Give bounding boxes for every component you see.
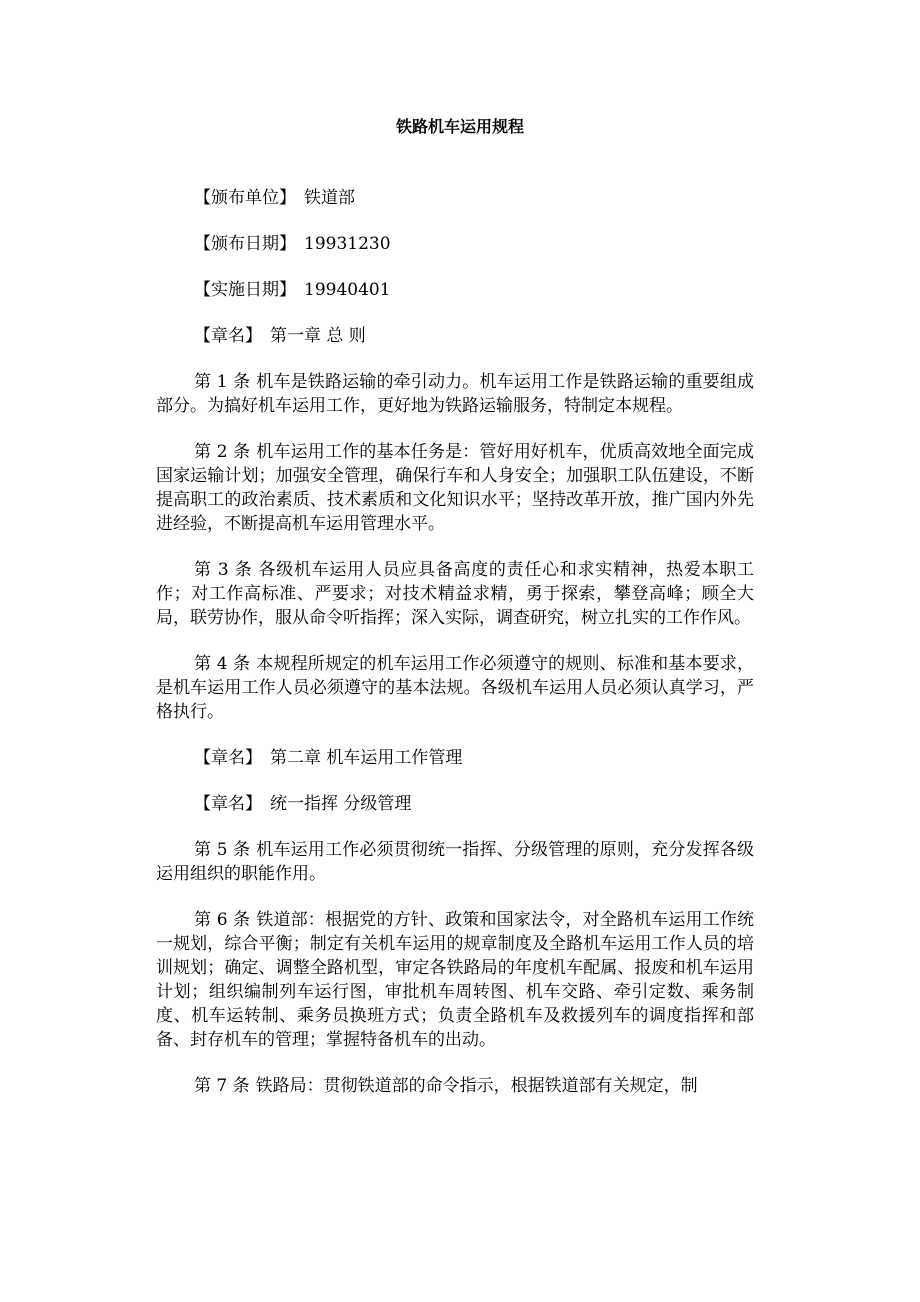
meta-label: 【章名】 (194, 326, 262, 346)
chapter-heading (156, 324, 754, 348)
article-text: 机车运用工作的基本任务是：管好用好机车，优质高效地全面完成国家运输计划；加强安全管理，确保行车和人身安全；加强职工队伍建设，不断提高职工的政治素质、技术素质和文化知识水平；坚持改革开放，推广国内外先进经验，不断提高机车运用管理水平。 (156, 442, 754, 534)
meta-label: 【章名】 (194, 794, 262, 814)
article-paragraph (156, 440, 754, 536)
meta-label: 【颁布日期】 (194, 234, 296, 254)
article-paragraph (156, 370, 754, 418)
document-title: 铁路机车运用规程 (395, 117, 524, 136)
article-number: 第 3 条 (194, 560, 253, 580)
article-text: 机车是铁路运输的牵引动力。机车运用工作是铁路运输的重要组成部分。为搞好机车运用工作，更好地为铁路运输服务，特制定本规程。 (156, 372, 754, 416)
meta-issuer (156, 186, 754, 210)
meta-label: 【实施日期】 (194, 280, 296, 300)
article-text: 机车运用工作必须贯彻统一指挥、分级管理的原则，充分发挥各级运用组织的职能作用。 (156, 840, 754, 884)
article-text: 各级机车运用人员应具备高度的责任心和求实精神，热爱本职工作；对工作高标准、严要求；对技术精益求精，勇于探索，攀登高峰；顾全大局，联劳协作，服从命令听指挥；深入实际，调查研究，树立扎实的工作作风。 (156, 560, 755, 628)
article-text: 本规程所规定的机车运用工作必须遵守的规则、标准和基本要求，是机车运用工作人员必须遵守的基本法规。各级机车运用人员必须认真学习，严格执行。 (156, 654, 754, 722)
meta-label: 【颁布单位】 (194, 188, 296, 208)
article-paragraph (156, 908, 754, 1052)
article-paragraph (156, 838, 754, 886)
meta-value: 第一章 总 则 (270, 326, 366, 346)
article-number: 第 5 条 (194, 840, 251, 860)
document-body (156, 186, 754, 1120)
meta-value: 第二章 机车运用工作管理 (270, 748, 463, 768)
section-heading (156, 792, 754, 816)
meta-value: 统一指挥 分级管理 (270, 794, 412, 814)
article-number: 第 4 条 (194, 654, 251, 674)
article-text: 铁路局：贯彻铁道部的命令指示，根据铁道部有关规定，制 (255, 1076, 698, 1096)
article-number: 第 1 条 (194, 372, 251, 392)
article-paragraph (156, 652, 754, 724)
article-number: 第 7 条 (194, 1076, 250, 1096)
article-paragraph (156, 1074, 754, 1098)
article-paragraph (156, 558, 754, 630)
article-number: 第 6 条 (194, 910, 251, 930)
article-text: 铁道部：根据党的方针、政策和国家法令，对全路机车运用工作统一规划，综合平衡；制定有关机车运用的规章制度及全路机车运用工作人员的培训规划；确定、调整全路机型，审定各铁路局的年度机车配属、报废和机车运用计划；组织编制列车运行图，审批机车周转图、机车交路、牵引定数、乘务制度、机车运转制、乘务员换班方式；负责全路机车及救援列车的调度指挥和部备、封存机车的管理；掌握特备机车的出动。 (156, 910, 754, 1050)
meta-effective-date (156, 278, 754, 302)
meta-value: 铁道部 (304, 188, 355, 208)
meta-value: 19940401 (304, 280, 391, 300)
chapter-heading (156, 746, 754, 770)
meta-label: 【章名】 (194, 748, 262, 768)
meta-value: 19931230 (304, 234, 391, 254)
meta-issue-date (156, 232, 754, 256)
article-number: 第 2 条 (194, 442, 251, 462)
